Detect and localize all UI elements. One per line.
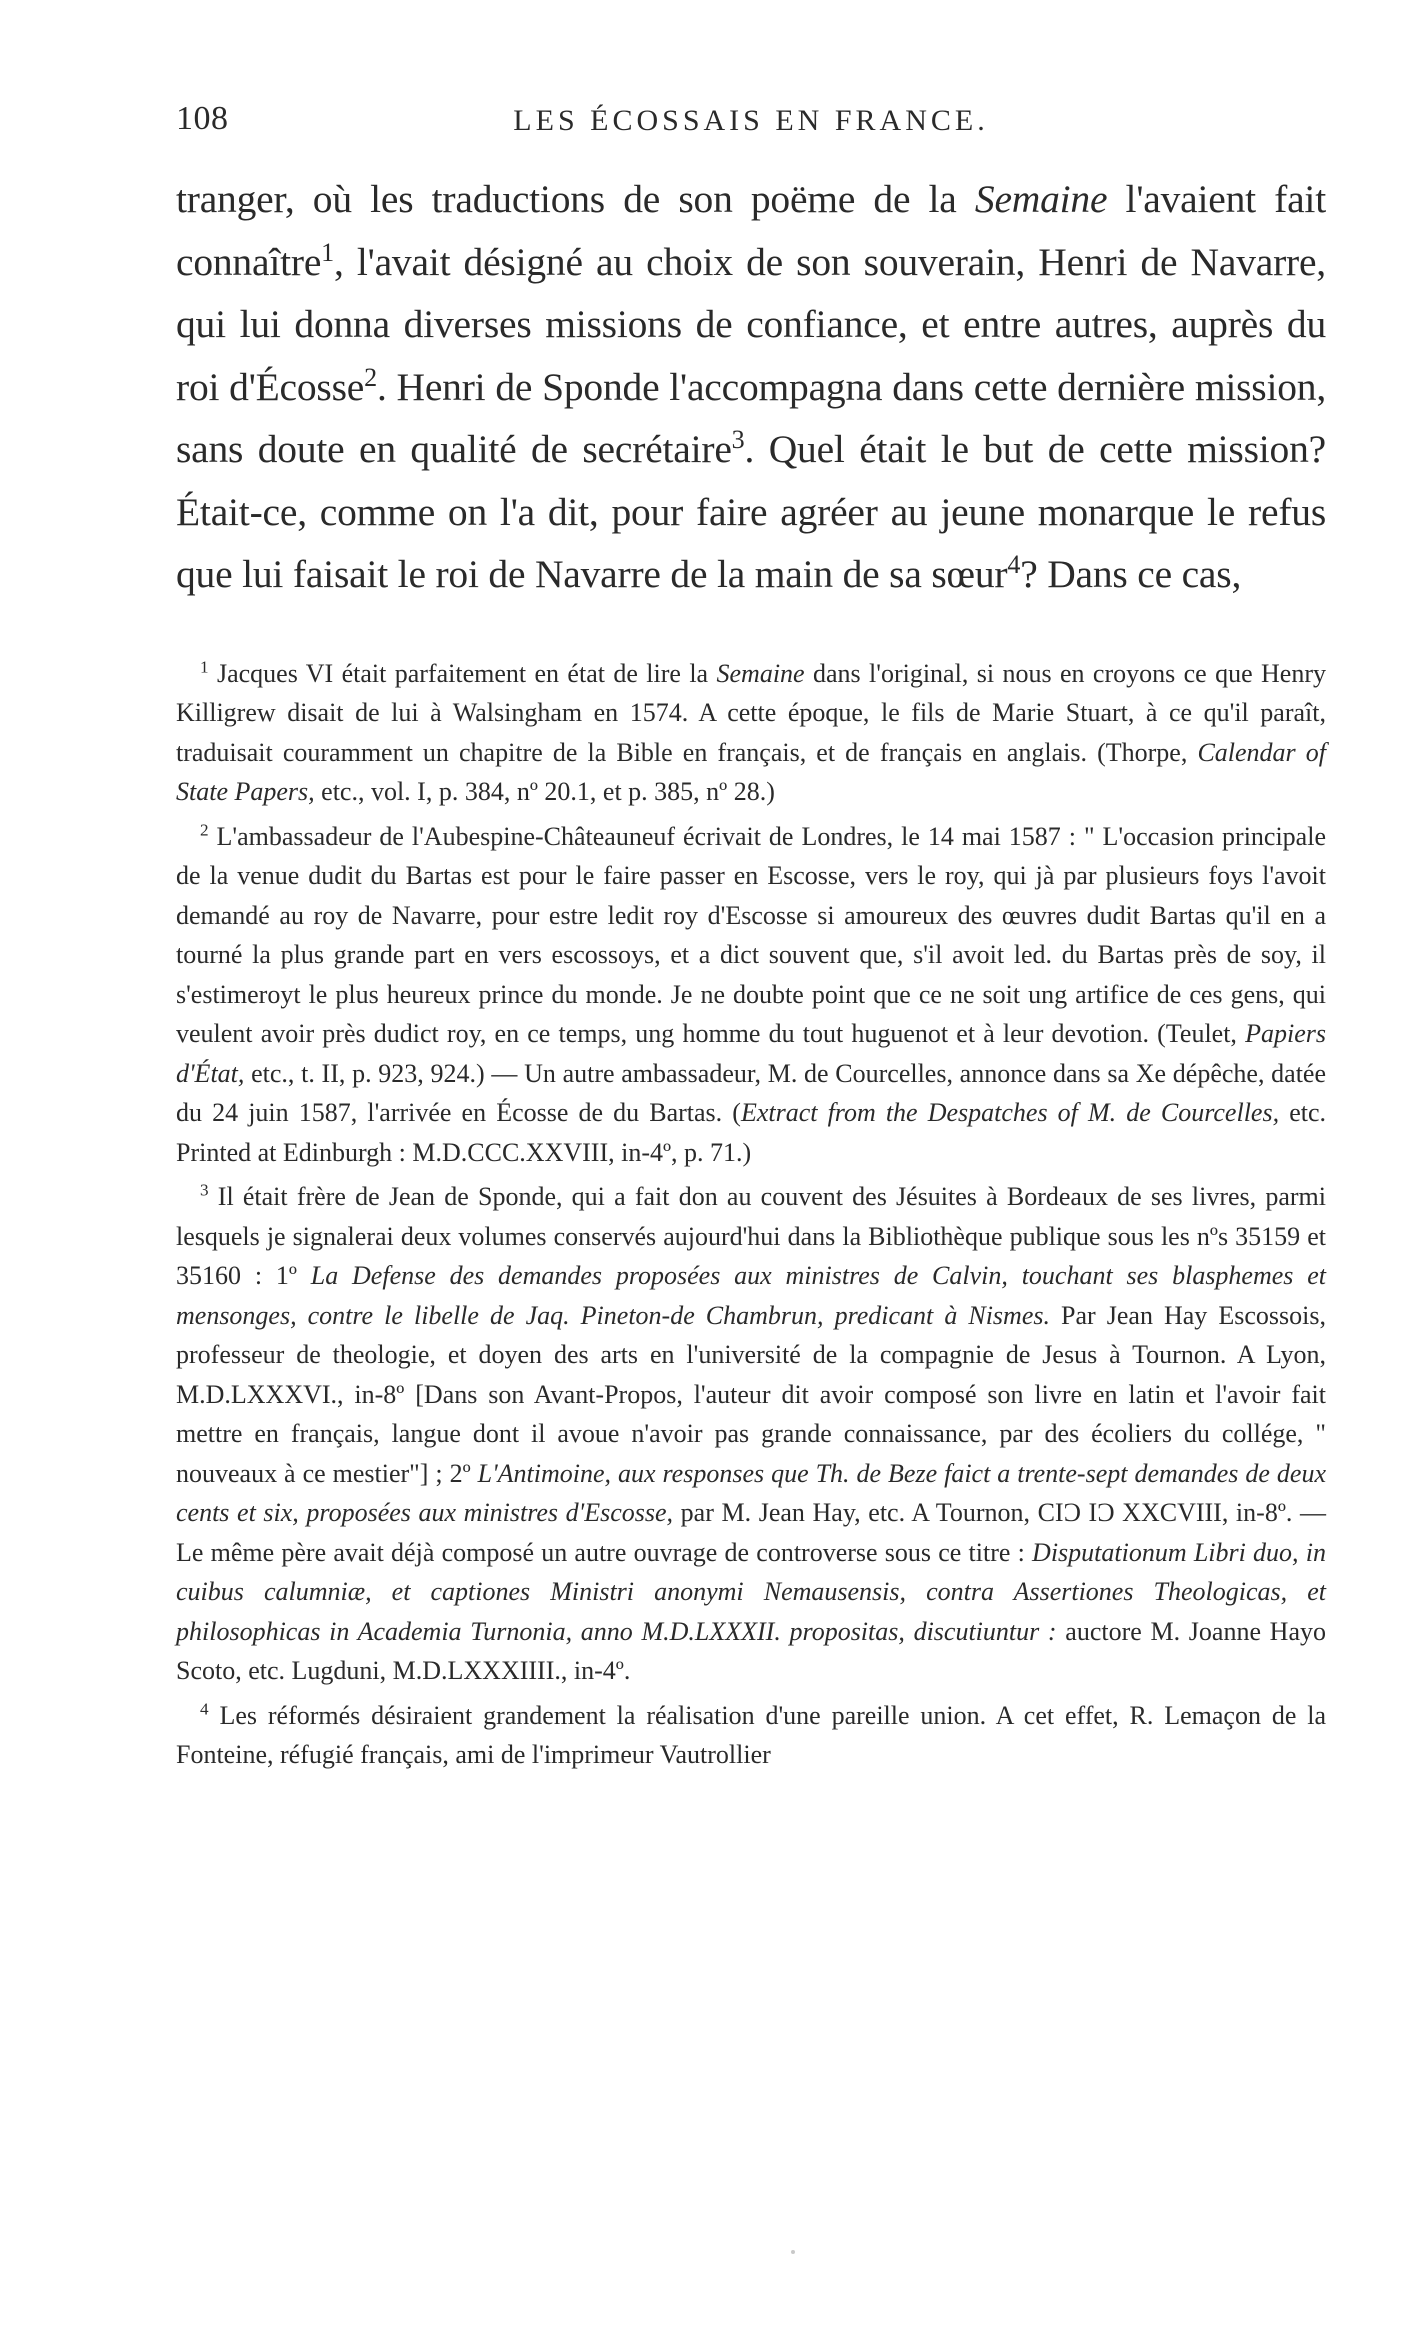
- footnote-italic: Papiers d'État,: [176, 1019, 1326, 1088]
- footnote-reference-3[interactable]: 3: [731, 424, 745, 454]
- page: [176, 100, 1326, 1780]
- body-italic-title: Semaine: [974, 177, 1108, 221]
- body-text-segment: . Quel était le but de cette mission? Était-ce, comme on l'a dit, pour faire agréer au jeune monarque le refus que lui faisait le roi de Navarre de la main de sa sœur: [176, 427, 1326, 596]
- footnote-text: auctore M. Joanne Hayo Scoto, etc. Lugduni, M.D.LXXXIIII., in-4º.: [176, 1616, 1326, 1685]
- footnote-italic: Calendar of State Papers,: [176, 737, 1326, 806]
- footnote-text: Les réformés désiraient grandement la réalisation d'une pareille union. A cet effet, R. Lemaçon de la Fonteine, réfugié français, ami de l'imprimeur Vautrollier: [176, 1700, 1326, 1769]
- footnote-text: etc. Printed at Edinburgh : M.D.CCC.XXVIII, in-4º, p. 71.): [176, 1098, 1327, 1167]
- footnote-text: L'ambassadeur de l'Aubespine-Châteauneuf écrivait de Londres, le 14 mai 1587 : " L'occasion principale de la venue dudit du Bartas est pour le faire passer en Escosse, vers le roy, qui jà par plusieurs foys l'avoit demandé au roy de Navarre, pour estre ledit roy d'Escosse si amoureux des œuvres dudit Bartas qu'il en a tourné la plus grande part en vers escossoys, et a dict souvent que, s'il avoit led. du Bartas près de soy, il s'estimeroyt le plus heureux prince du monde. Je ne doubte point que ce ne soit ung artifice de ces gens, qui veulent avoir près dudict roy, en ce temps, ung homme du tout huguenot et à leur devotion. (Teulet,: [176, 821, 1326, 1048]
- footnote-italic: Disputationum Libri duo, in cuibus calumniæ, et captiones Ministri anonymi Nemausensis, contra Assertiones Theologicas, et philosophicas in Academia Turnonia, anno M.D.LXXXII. propositas, discutiuntur :: [176, 1537, 1326, 1646]
- page-number: 108: [176, 100, 229, 137]
- footnote-number: 3: [200, 1180, 209, 1200]
- footnote-text: etc., t. II, p. 923, 924.) — Un autre ambassadeur, M. de Courcelles, annonce dans sa Xe dépêche, datée du 24 juin 1587, l'arrivée en Écosse de du Bartas. (: [176, 1058, 1326, 1127]
- body-text-segment: ? Dans ce cas,: [1020, 552, 1242, 596]
- body-text-segment: l'avaient fait connaître: [176, 177, 1326, 284]
- footnote-reference-2[interactable]: 2: [364, 362, 377, 392]
- footnote-text: Jacques VI était parfaitement en état de lire la: [208, 658, 717, 688]
- footnote-text: Il était frère de Jean de Sponde, qui a fait don au couvent des Jésuites à Bordeaux de ses livres, parmi lesquels je signalerai deux volumes conservés aujourd'hui dans la Bibliothèque publique sous les nºs 35159 et 35160 : 1º: [176, 1182, 1326, 1290]
- footnote-number: 1: [200, 656, 209, 676]
- footnote-italic: Extract from the Despatches of M. de Courcelles,: [740, 1098, 1280, 1127]
- footnote-3: [176, 1177, 1326, 1691]
- footnote-text: Par Jean Hay Escossois, professeur de theologie, et doyen des arts en l'université de la compagnie de Jesus à Tournon. A Lyon, M.D.LXXXVI., in-8º [Dans son Avant-Propos, l'auteur dit avoir composé son livre en latin et l'avoir fait mettre en français, langue dont il avoue n'avoir pas grande connaissance, par des écoliers du collége, " nouveaux à ce mestier"] ; 2º: [176, 1300, 1326, 1488]
- footnote-text: par M. Jean Hay, etc. A Tournon, CIƆ IƆ XXCVIII, in-8º. — Le même père avait déjà composé un autre ouvrage de controverse sous ce titre :: [176, 1498, 1326, 1567]
- footnote-reference-1[interactable]: 1: [321, 237, 334, 267]
- running-title: LES ÉCOSSAIS EN FRANCE.: [513, 104, 989, 137]
- footnote-number: 4: [200, 1698, 209, 1718]
- body-text-segment: tranger, où les traductions de son poëme de la: [176, 177, 975, 221]
- footnote-text: dans l'original, si nous en croyons ce que Henry Killigrew disait de lui à Walsingham en 1574. A cette époque, le fils de Marie Stuart, à ce qu'il paraît, traduisait couramment un chapitre de la Bible en français, et de français en anglais. (Thorpe,: [176, 658, 1326, 767]
- footnotes: [176, 654, 1326, 1775]
- footnote-text: etc., vol. I, p. 384, nº 20.1, et p. 385, nº 28.): [314, 777, 775, 806]
- footnote-2: [176, 817, 1326, 1173]
- footnote-4: [176, 1696, 1326, 1775]
- body-text-segment: . Henri de Sponde l'accompagna dans cette dernière mission, sans doute en qualité de secrétaire: [176, 364, 1327, 471]
- footnote-1: [176, 654, 1326, 812]
- footnote-italic: La Defense des demandes proposées aux ministres de Calvin, touchant ses blasphemes et mensonges, contre le libelle de Jaq. Pineton-de Chambrun, predicant à Nismes.: [176, 1261, 1326, 1330]
- page-speck: [791, 2250, 795, 2254]
- footnote-reference-4[interactable]: 4: [1007, 549, 1021, 579]
- footnote-italic: L'Antimoine, aux responses que Th. de Beze faict a trente-sept demandes de deux cents et six, proposées aux ministres d'Escosse,: [176, 1458, 1326, 1527]
- body-text-segment: , l'avait désigné au choix de son souverain, Henri de Navarre, qui lui donna diverses missions de confiance, et entre autres, auprès du roi d'Écosse: [176, 239, 1326, 409]
- main-paragraph: [176, 168, 1326, 606]
- footnote-italic: Semaine: [716, 658, 805, 688]
- footnote-number: 2: [200, 819, 209, 839]
- running-head: [176, 100, 1326, 148]
